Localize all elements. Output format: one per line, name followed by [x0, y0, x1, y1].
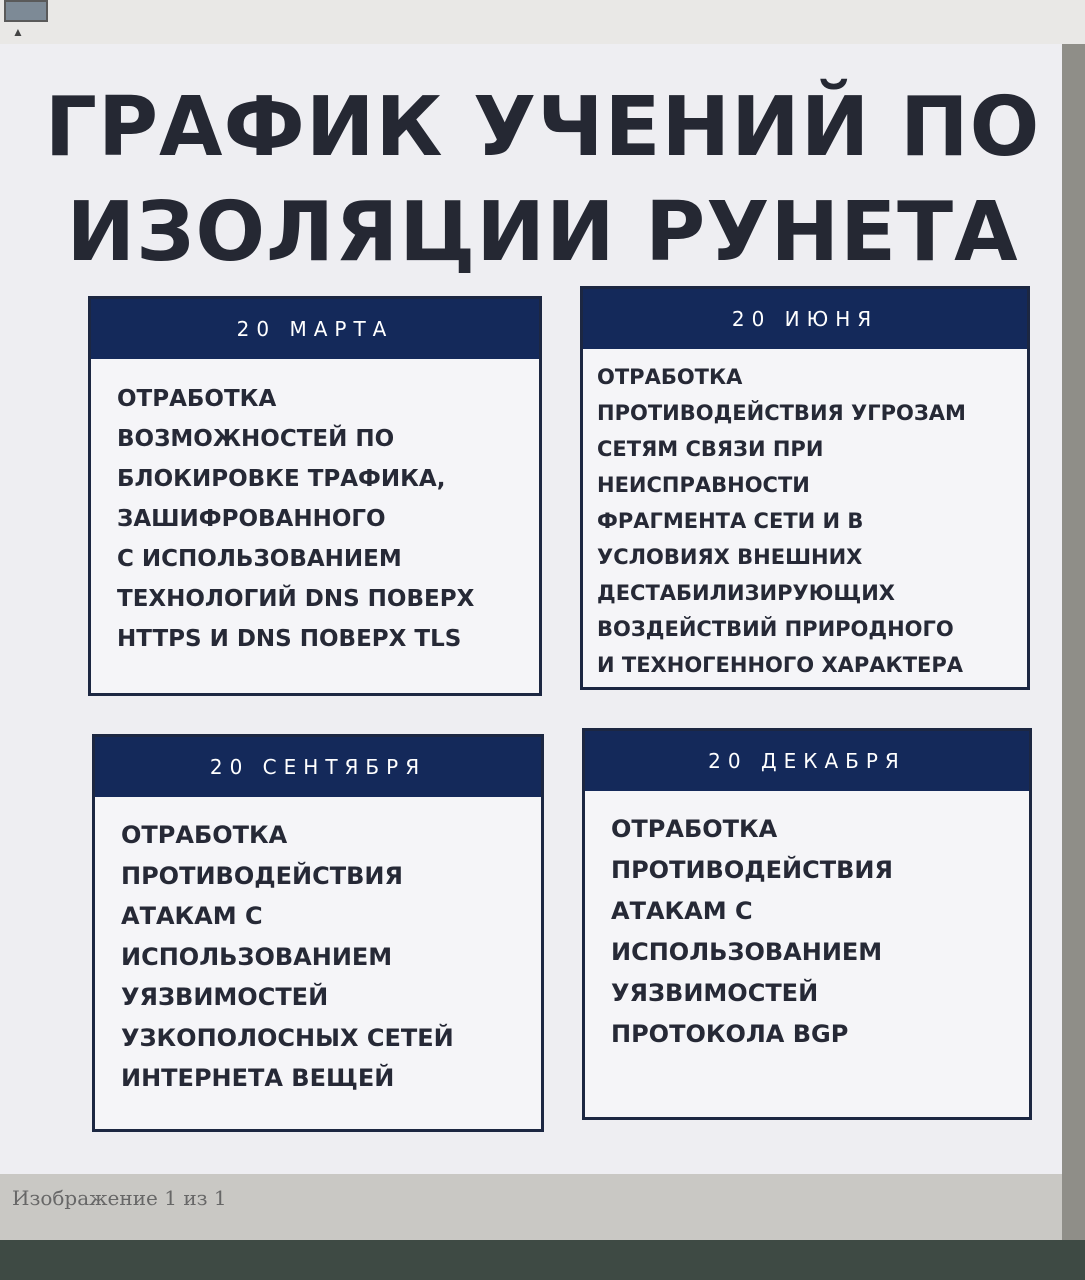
- card-text-line: УСЛОВИЯХ ВНЕШНИХ: [597, 545, 863, 569]
- card-text-line: ОТРАБОТКА: [611, 815, 778, 843]
- card-text-line: БЛОКИРОВКЕ ТРАФИКА,: [117, 466, 446, 492]
- card-text-line: ЗАШИФРОВАННОГО: [117, 506, 386, 532]
- card-text-line: УЗКОПОЛОСНЫХ СЕТЕЙ: [121, 1023, 454, 1052]
- image-thumbnail[interactable]: [4, 0, 48, 22]
- card-text-line: АТАКАМ С: [121, 902, 263, 930]
- card-text-line: ПРОТОКОЛА BGP: [611, 1020, 849, 1048]
- card-description: [91, 359, 539, 659]
- card-description: [585, 791, 1029, 1055]
- caret-up-icon[interactable]: ▲: [12, 25, 24, 39]
- schedule-card-march: [88, 296, 542, 696]
- card-date-header: 20 ИЮНЯ: [583, 289, 1027, 349]
- card-text-line: С ИСПОЛЬЗОВАНИЕМ: [117, 546, 402, 572]
- card-text-line: HTTPS И DNS ПОВЕРХ TLS: [117, 626, 462, 652]
- image-counter: Изображение 1 из 1: [12, 1186, 227, 1210]
- card-text-line: ДЕСТАБИЛИЗИРУЮЩИХ: [597, 581, 895, 605]
- card-text-line: ИНТЕРНЕТА ВЕЩЕЙ: [121, 1064, 395, 1092]
- card-text-line: ПРОТИВОДЕЙСТВИЯ: [611, 856, 893, 884]
- schedule-card-september: [92, 734, 544, 1132]
- schedule-card-june: [580, 286, 1030, 690]
- card-date-header: 20 МАРТА: [91, 299, 539, 359]
- card-text-line: УЯЗВИМОСТЕЙ: [611, 979, 819, 1007]
- card-text-line: ОТРАБОТКА: [117, 386, 277, 412]
- card-text-line: ИСПОЛЬЗОВАНИЕМ: [121, 942, 393, 971]
- page-title-line-1: ГРАФИК УЧЕНИЙ ПО: [44, 80, 1041, 175]
- card-text-line: ОТРАБОТКА: [121, 821, 288, 849]
- card-text-line: ПРОТИВОДЕЙСТВИЯ УГРОЗАМ: [597, 401, 966, 425]
- card-date-header: 20 СЕНТЯБРЯ: [95, 737, 541, 797]
- card-text-line: НЕИСПРАВНОСТИ: [597, 473, 810, 497]
- card-description: [583, 349, 1027, 683]
- card-text-line: ВОЗДЕЙСТВИЙ ПРИРОДНОГО: [597, 617, 954, 641]
- card-date-header: 20 ДЕКАБРЯ: [585, 731, 1029, 791]
- schedule-card-december: [582, 728, 1032, 1120]
- card-text-line: ВОЗМОЖНОСТЕЙ ПО: [117, 426, 395, 452]
- card-description: [95, 797, 541, 1099]
- card-text-line: ИСПОЛЬЗОВАНИЕМ: [611, 938, 883, 966]
- desk-background: [0, 1240, 1085, 1280]
- card-text-line: И ТЕХНОГЕННОГО ХАРАКТЕРА: [597, 653, 964, 677]
- card-text-line: ПРОТИВОДЕЙСТВИЯ: [121, 861, 403, 890]
- card-text-line: УЯЗВИМОСТЕЙ: [121, 983, 329, 1011]
- card-text-line: СЕТЯМ СВЯЗИ ПРИ: [597, 437, 824, 461]
- card-text-line: ТЕХНОЛОГИЙ DNS ПОВЕРХ: [117, 586, 475, 612]
- viewer-toolbar: [0, 0, 1085, 44]
- card-text-line: ОТРАБОТКА: [597, 365, 743, 389]
- card-text-line: ФРАГМЕНТА СЕТИ И В: [597, 509, 864, 533]
- page-title-line-2: ИЗОЛЯЦИИ РУНЕТА: [66, 185, 1019, 280]
- card-text-line: АТАКАМ С: [611, 897, 753, 925]
